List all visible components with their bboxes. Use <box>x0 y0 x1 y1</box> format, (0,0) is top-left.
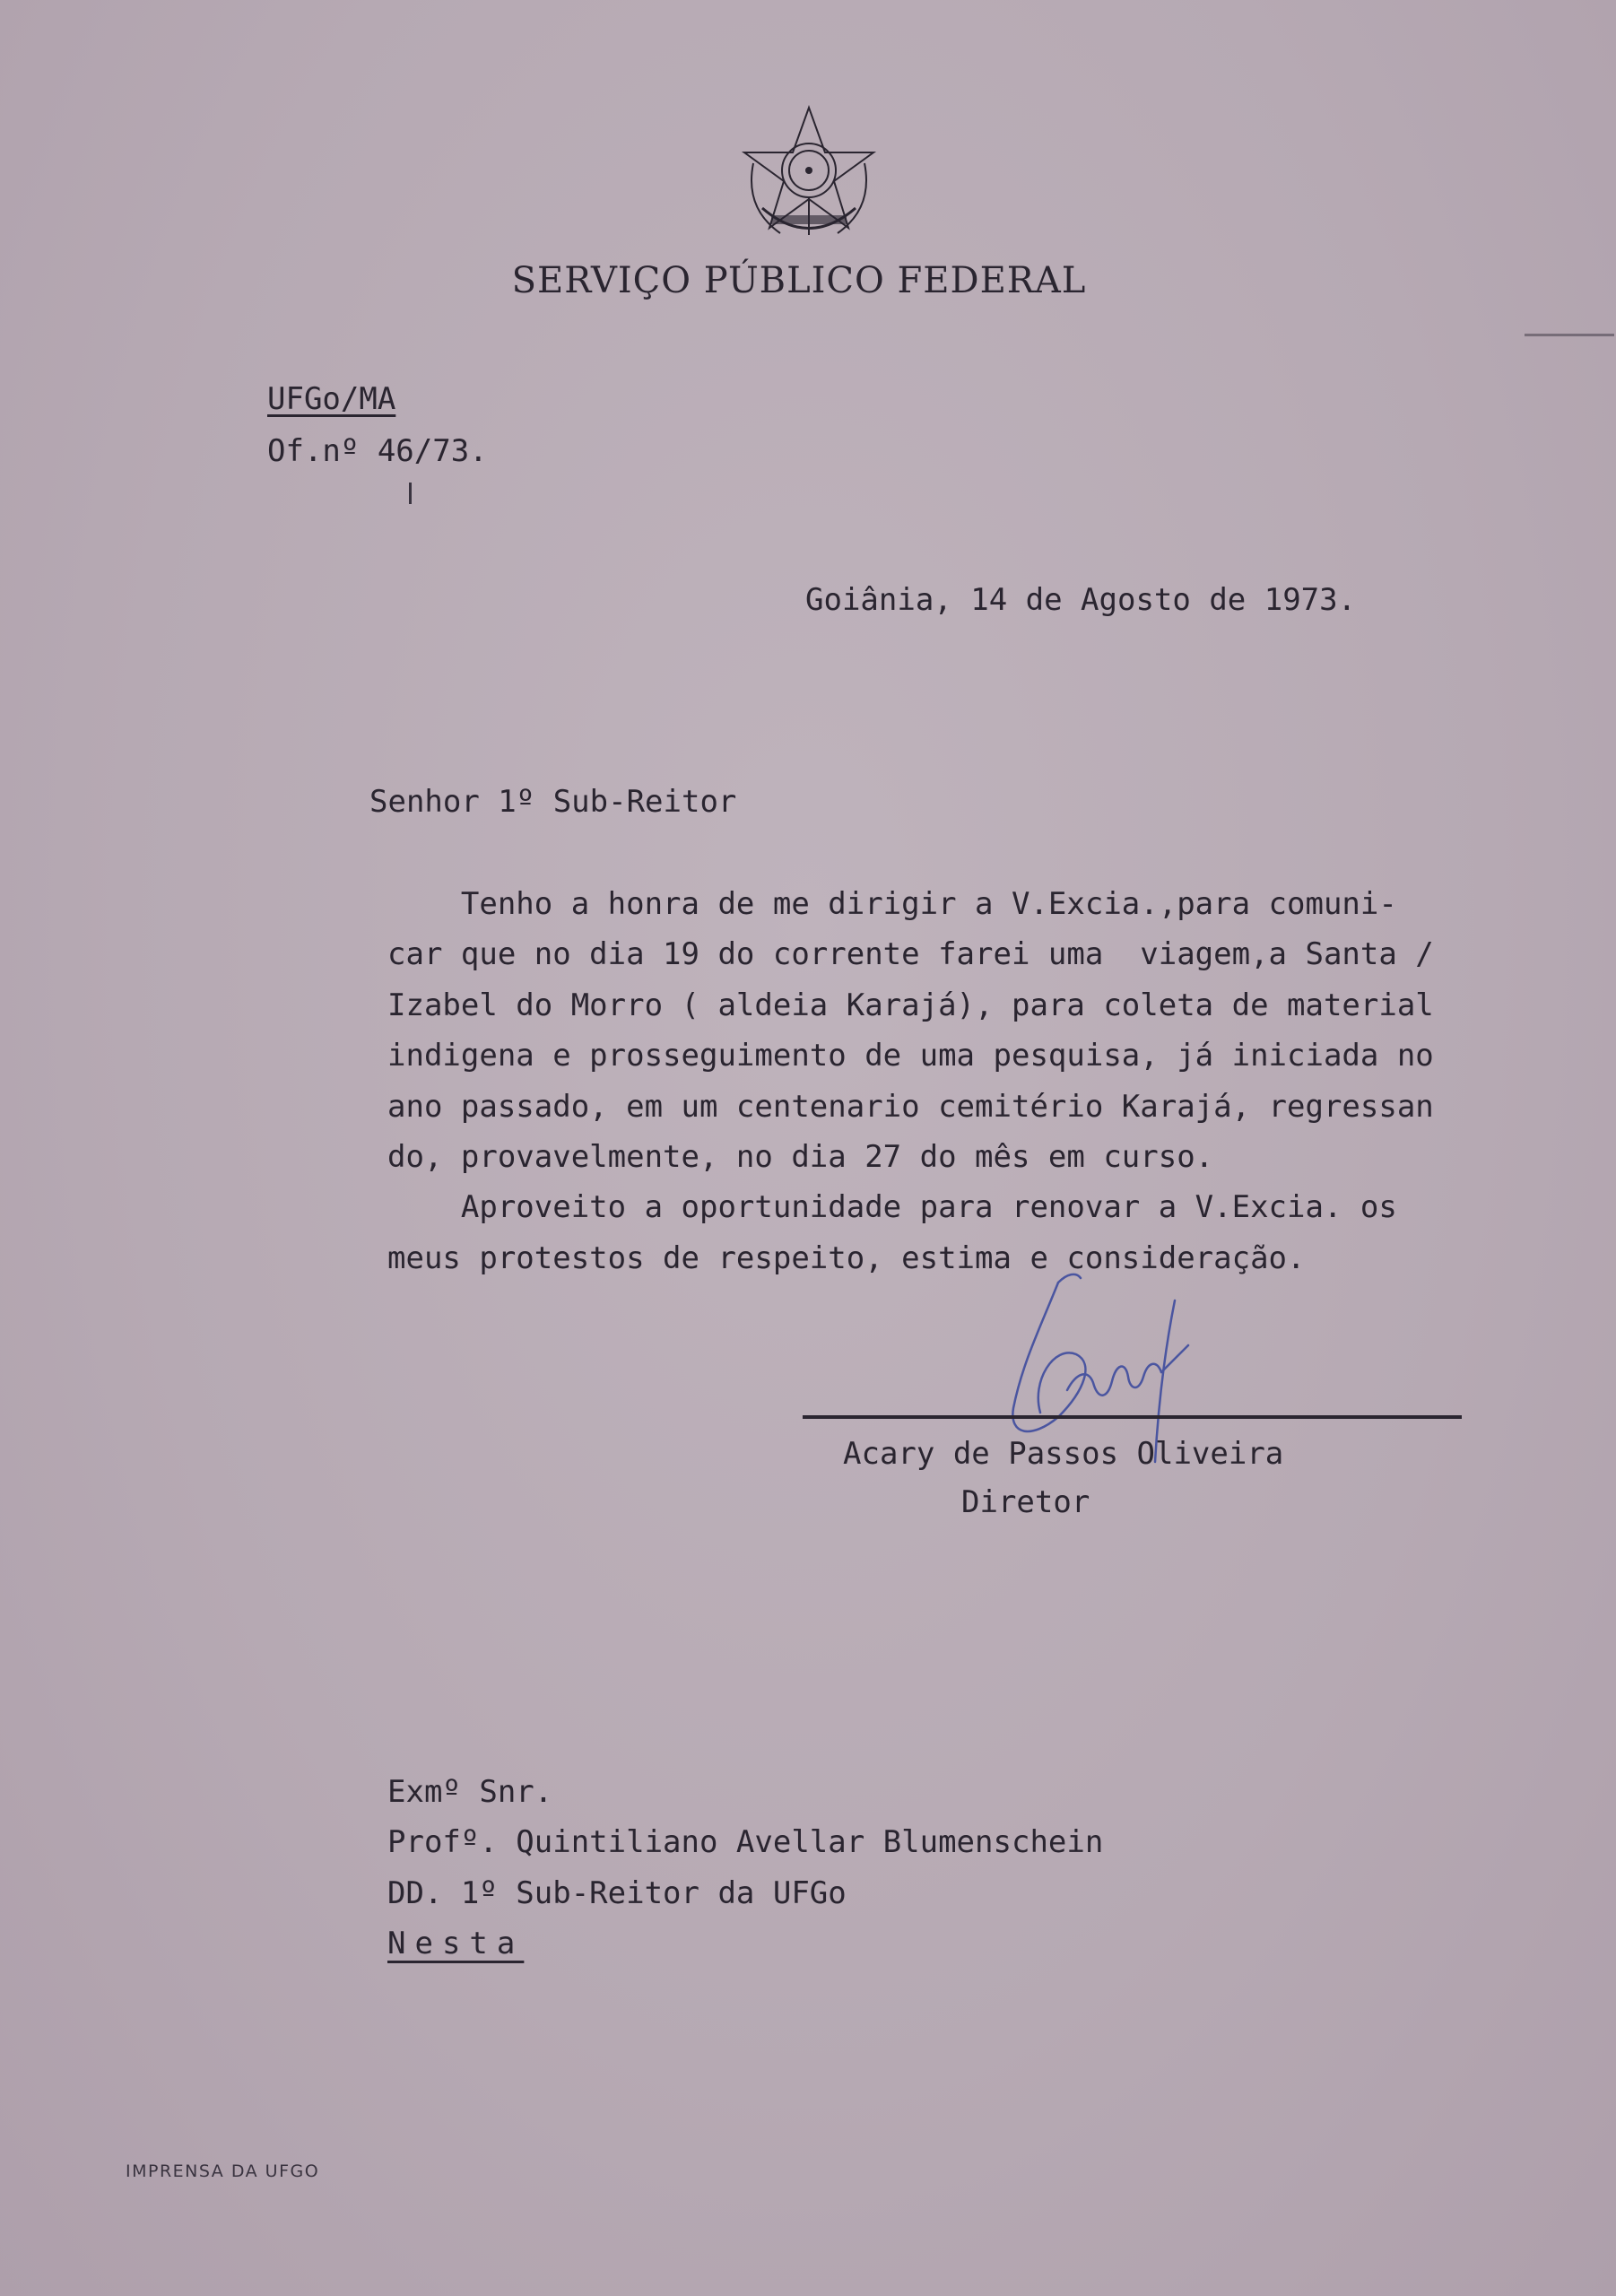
addressee-line: DD. 1º Sub-Reitor da UFGo <box>387 1874 847 1911</box>
body-line: meus protestos de respeito, estima e consideração. <box>387 1239 1306 1276</box>
body-line: ano passado, em um centenario cemitério Karajá, regressan <box>387 1088 1434 1125</box>
edge-mark <box>1525 334 1614 336</box>
addressee-line: Profº. Quintiliano Avellar Blumenschein <box>387 1824 1104 1861</box>
body-line: Tenho a honra de me dirigir a V.Excia.,para comuni- <box>387 886 1397 922</box>
signer-name: Acary de Passos Oliveira <box>843 1436 1284 1472</box>
body-line: Aproveito a oportunidade para renovar a V.Excia. os <box>387 1189 1397 1226</box>
body-line: car que no dia 19 do corrente farei uma viagem,a Santa / <box>387 936 1434 973</box>
addressee-line: Exmº Snr. <box>387 1774 553 1810</box>
pen-mark <box>409 483 412 504</box>
signer-role: Diretor <box>961 1484 1090 1520</box>
header-title: SERVIÇO PÚBLICO FEDERAL <box>511 260 1087 301</box>
letter-date: Goiânia, 14 de Agosto de 1973. <box>805 582 1357 618</box>
salutation: Senhor 1º Sub-Reitor <box>369 784 737 820</box>
body-line: Izabel do Morro ( aldeia Karajá), para coleta de material <box>387 987 1434 1023</box>
office-reference: UFGo/MA <box>267 381 396 417</box>
addressee-line: Nesta <box>387 1926 525 1962</box>
brazil-coat-of-arms-icon <box>735 100 883 248</box>
letter-number: Of.nº 46/73. <box>267 433 488 469</box>
letter-body <box>387 879 1517 1283</box>
footer-imprint: IMPRENSA DA UFGO <box>126 2161 320 2181</box>
signature-line <box>803 1415 1462 1419</box>
body-line: do, provavelmente, no dia 27 do mês em curso. <box>387 1139 1214 1176</box>
addressee-block <box>387 1767 1103 1970</box>
body-line: indigena e prosseguimento de uma pesquisa, já iniciada no <box>387 1038 1434 1074</box>
